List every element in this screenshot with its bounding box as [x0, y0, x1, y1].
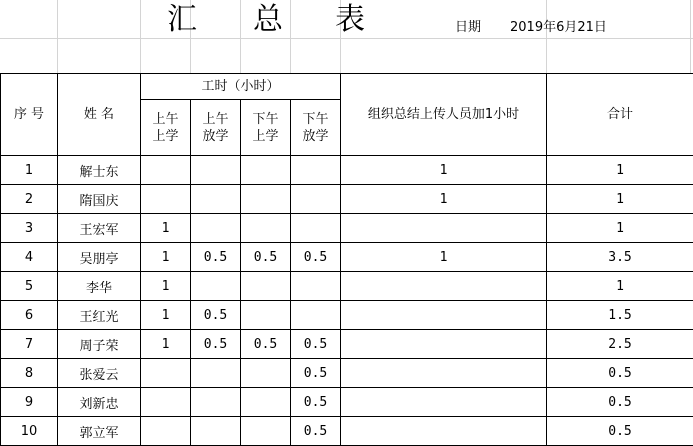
page-title-char-2: 总 [253, 2, 283, 37]
summary-table [0, 73, 693, 446]
col-header-pm-start-line1: 下午 [252, 111, 279, 127]
cell-am-end[interactable] [191, 272, 241, 301]
cell-total[interactable]: 3.5 [547, 243, 693, 272]
cell-am-end[interactable]: 0.5 [191, 301, 241, 330]
cell-am-start[interactable]: 1 [141, 214, 191, 243]
cell-pm-start[interactable] [241, 156, 291, 185]
cell-pm-end[interactable] [291, 301, 341, 330]
cell-am-start[interactable] [141, 388, 191, 417]
cell-upload[interactable] [341, 301, 547, 330]
col-header-am-end-line1: 上午 [202, 111, 229, 127]
table-row [1, 330, 693, 359]
table-row [1, 301, 693, 330]
table-row [1, 272, 693, 301]
cell-pm-start[interactable] [241, 214, 291, 243]
cell-name[interactable]: 周子荣 [58, 330, 141, 359]
cell-upload[interactable]: 1 [341, 185, 547, 214]
cell-pm-end[interactable] [291, 272, 341, 301]
cell-upload[interactable] [341, 214, 547, 243]
cell-name[interactable]: 王宏军 [58, 214, 141, 243]
cell-am-start[interactable] [141, 185, 191, 214]
cell-name[interactable]: 王红光 [58, 301, 141, 330]
cell-name[interactable]: 隋国庆 [58, 185, 141, 214]
table-row [1, 359, 693, 388]
cell-seq[interactable]: 9 [1, 388, 58, 417]
table-row [1, 243, 693, 272]
cell-upload[interactable] [341, 388, 547, 417]
col-header-am-start-line2: 上学 [152, 128, 179, 144]
cell-total[interactable]: 2.5 [547, 330, 693, 359]
cell-am-end[interactable] [191, 156, 241, 185]
cell-pm-start[interactable] [241, 417, 291, 446]
sheet-gridline [0, 38, 693, 39]
cell-seq[interactable]: 2 [1, 185, 58, 214]
cell-total[interactable]: 1 [547, 185, 693, 214]
cell-am-end[interactable] [191, 214, 241, 243]
cell-total[interactable]: 0.5 [547, 417, 693, 446]
sheet-gridline [290, 0, 291, 73]
col-header-am-start-line1: 上午 [152, 111, 179, 127]
table-row [1, 185, 693, 214]
col-header-hours-group: 工时（小时） [141, 74, 341, 100]
cell-am-end[interactable] [191, 359, 241, 388]
cell-upload[interactable]: 1 [341, 156, 547, 185]
cell-pm-start[interactable] [241, 359, 291, 388]
cell-upload[interactable] [341, 330, 547, 359]
cell-upload[interactable] [341, 417, 547, 446]
cell-pm-start[interactable]: 0.5 [241, 243, 291, 272]
col-header-pm-start [241, 100, 291, 156]
sheet-gridline [546, 0, 547, 73]
table-row [1, 156, 693, 185]
cell-seq[interactable]: 3 [1, 214, 58, 243]
table-row [1, 214, 693, 243]
cell-pm-start[interactable] [241, 272, 291, 301]
date-value: 2019年6月21日 [510, 20, 607, 35]
cell-name[interactable]: 解士东 [58, 156, 141, 185]
col-header-upload: 组织总结上传人员加1小时 [341, 74, 547, 156]
cell-am-start[interactable]: 1 [141, 272, 191, 301]
cell-am-start[interactable]: 1 [141, 243, 191, 272]
cell-pm-end[interactable] [291, 214, 341, 243]
cell-pm-end[interactable]: 0.5 [291, 359, 341, 388]
col-header-am-start [141, 100, 191, 156]
cell-pm-start[interactable] [241, 185, 291, 214]
col-header-am-end-line2: 放学 [202, 128, 229, 144]
cell-total[interactable]: 0.5 [547, 388, 693, 417]
cell-am-start[interactable] [141, 156, 191, 185]
col-header-am-end [191, 100, 241, 156]
cell-pm-end[interactable]: 0.5 [291, 330, 341, 359]
cell-seq[interactable]: 4 [1, 243, 58, 272]
cell-pm-end[interactable]: 0.5 [291, 243, 341, 272]
page-title-char-1: 汇 [167, 2, 197, 37]
cell-total[interactable]: 1 [547, 214, 693, 243]
col-header-pm-end-line2: 放学 [302, 128, 329, 144]
sheet-gridline [240, 0, 241, 73]
cell-pm-start[interactable]: 0.5 [241, 330, 291, 359]
cell-name[interactable]: 李华 [58, 272, 141, 301]
cell-am-start[interactable]: 1 [141, 330, 191, 359]
cell-am-start[interactable]: 1 [141, 301, 191, 330]
cell-total[interactable]: 0.5 [547, 359, 693, 388]
col-header-name: 姓 名 [58, 74, 141, 156]
col-header-pm-end-line1: 下午 [302, 111, 329, 127]
cell-upload[interactable] [341, 359, 547, 388]
cell-upload[interactable] [341, 272, 547, 301]
col-header-pm-end [291, 100, 341, 156]
cell-am-start[interactable] [141, 417, 191, 446]
cell-am-end[interactable] [191, 185, 241, 214]
cell-pm-start[interactable] [241, 301, 291, 330]
cell-seq[interactable]: 6 [1, 301, 58, 330]
cell-am-end[interactable] [191, 388, 241, 417]
cell-seq[interactable]: 5 [1, 272, 58, 301]
table-row [1, 388, 693, 417]
sheet-gridline [57, 0, 58, 73]
table-body [1, 156, 693, 446]
cell-name[interactable]: 刘新忠 [58, 388, 141, 417]
col-header-pm-start-line2: 上学 [252, 128, 279, 144]
page-title-char-3: 表 [335, 2, 365, 37]
cell-name[interactable]: 郭立军 [58, 417, 141, 446]
cell-seq[interactable]: 8 [1, 359, 58, 388]
cell-am-end[interactable] [191, 417, 241, 446]
cell-name[interactable]: 张爱云 [58, 359, 141, 388]
col-header-seq: 序 号 [1, 74, 58, 156]
cell-pm-end[interactable]: 0.5 [291, 417, 341, 446]
cell-pm-end[interactable] [291, 185, 341, 214]
table-row [1, 417, 693, 446]
cell-total[interactable]: 1 [547, 272, 693, 301]
cell-pm-end[interactable]: 0.5 [291, 388, 341, 417]
cell-seq[interactable]: 7 [1, 330, 58, 359]
col-header-total: 合计 [547, 74, 693, 156]
cell-seq[interactable]: 1 [1, 156, 58, 185]
date-label: 日期 [455, 20, 482, 35]
cell-am-end[interactable]: 0.5 [191, 330, 241, 359]
cell-pm-end[interactable] [291, 156, 341, 185]
cell-pm-start[interactable] [241, 388, 291, 417]
cell-upload[interactable]: 1 [341, 243, 547, 272]
cell-total[interactable]: 1 [547, 156, 693, 185]
cell-name[interactable]: 吴朋亭 [58, 243, 141, 272]
cell-seq[interactable]: 10 [1, 417, 58, 446]
sheet-gridline [690, 0, 691, 73]
cell-total[interactable]: 1.5 [547, 301, 693, 330]
cell-am-end[interactable]: 0.5 [191, 243, 241, 272]
cell-am-start[interactable] [141, 359, 191, 388]
sheet-gridline [140, 0, 141, 73]
